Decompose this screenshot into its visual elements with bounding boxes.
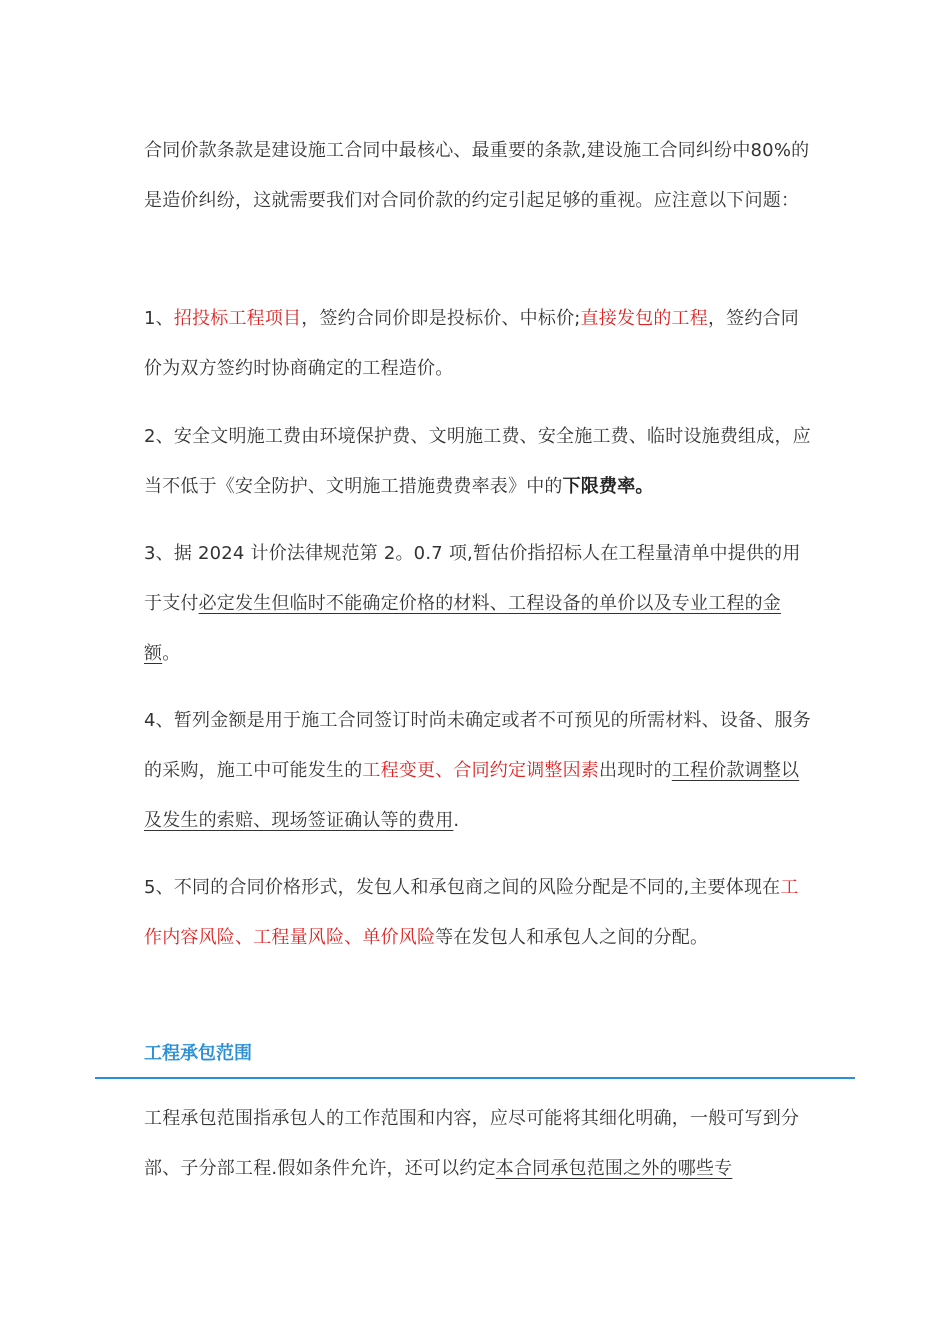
- item-2-tail: 。: [635, 476, 654, 497]
- item-5-tail: 等在发包人和承包人之间的分配。: [435, 927, 709, 948]
- item-4-prefix: 4、暂列金额是用于施工合同签订时尚未确定或者不可预见的所需材料、设备、服务的采购，施工中可能发生的: [144, 710, 811, 781]
- item-4-tail: .: [453, 810, 460, 831]
- item-2-paragraph: [144, 412, 812, 512]
- item-5-paragraph: [144, 863, 812, 963]
- item-4-mid: 出现时的: [599, 760, 672, 781]
- section-text: 工程承包范围指承包人的工作范围和内容，应尽可能将其细化明确，一般可写到分部、子分部工程.假如条件允许，还可以约定: [144, 1108, 800, 1179]
- item-4-highlight: 工程变更、合同约定调整因素: [362, 760, 600, 781]
- item-1-prefix: 1、: [144, 308, 174, 329]
- item-4-paragraph: [144, 696, 812, 846]
- item-3-paragraph: [144, 529, 812, 679]
- item-1-highlight-direct: 直接发包的工程: [580, 308, 708, 329]
- item-4-underlined: 工程价款调整以及发生的索赔、现场签证确认等的费用: [144, 760, 800, 831]
- item-1-tail: ，签约合同价为双方签约时协商确定的工程造价。: [144, 308, 799, 379]
- item-3-prefix: 3、据 2024 计价法律规范第 2。0.7 项,暂估价指招标人在工程量清单中提供的用于支付: [144, 543, 801, 614]
- item-3-underlined: 必定发生但临时不能确定价格的材料、工程设备的单价以及专业工程的金额: [144, 593, 782, 664]
- section-heading: 工程承包范围: [144, 1043, 252, 1064]
- section-paragraph: [144, 1094, 812, 1194]
- item-5-prefix: 5、不同的合同价格形式，发包人和承包商之间的风险分配是不同的,主要体现在: [144, 877, 781, 898]
- intro-paragraph: [144, 126, 812, 226]
- item-2-bold-rate: 下限费率: [562, 476, 636, 497]
- item-2-prefix: 2、安全文明施工费由环境保护费、文明施工费、安全施工费、临时设施费组成，应当不低于《安全防护、文明施工措施费费率表》中的: [144, 426, 811, 497]
- item-1-highlight-tendering: 招投标工程项目: [173, 308, 302, 329]
- item-5-highlight: 工作内容风险、工程量风险、单价风险: [144, 877, 799, 948]
- section-divider: [95, 1077, 855, 1079]
- item-1-mid: ，签约合同价即是投标价、中标价;: [301, 308, 581, 329]
- intro-text: 合同价款条款是建设施工合同中最核心、最重要的条款,建设施工合同纠纷中80%的是造价纠纷，这就需要我们对合同价款的约定引起足够的重视。应注意以下问题：: [144, 140, 810, 211]
- item-1-paragraph: [144, 294, 812, 394]
- item-3-tail: 。: [162, 643, 181, 664]
- section-underlined: 本合同承包范围之外的哪些专: [495, 1158, 733, 1179]
